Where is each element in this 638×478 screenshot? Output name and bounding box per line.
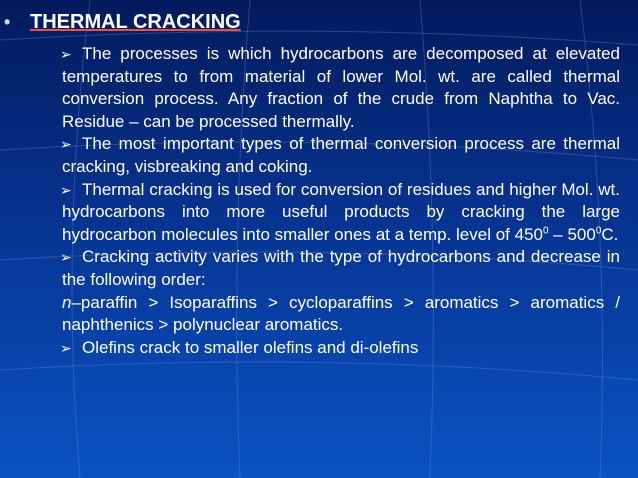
order-line [62, 292, 620, 337]
slide-title: THERMAL CRACKING [30, 11, 241, 33]
arrowhead-bullet-icon: ➢ [60, 339, 72, 356]
degree-superscript: 0 [542, 225, 549, 237]
paragraph-5-text: Olefins crack to smaller olefins and di-olefins [82, 337, 419, 357]
bullet-paragraph-2 [62, 133, 620, 178]
paragraph-3-text: Thermal cracking is used for conversion of residues and higher Mol. wt. hydrocarbons into more useful products by cracking the large hydrocarbon molecules into smaller ones at a temp. level of 450 [62, 179, 620, 244]
arrowhead-bullet-icon: ➢ [60, 136, 72, 153]
paragraph-4-text: Cracking activity varies with the type of hydrocarbons and decrease in the following order: [62, 247, 620, 289]
paragraph-1-text: The processes is which hydrocarbons are decomposed at elevated temperatures to from material of lower Mol. wt. are called thermal conversion process. Any fraction of the crude from Naphtha to Vac. Residue – can be processed thermally. [62, 44, 620, 131]
bullet-dot-icon: • [4, 12, 11, 32]
bullet-paragraph-4 [62, 246, 620, 291]
bullet-paragraph-3 [62, 179, 620, 247]
slide-body [62, 43, 620, 359]
arrowhead-bullet-icon: ➢ [60, 249, 72, 266]
order-line-text: –paraffin > Isoparaffins > cycloparaffins > aromatics > aromatics / naphthenics > polynuclear aromatics. [62, 292, 620, 335]
arrowhead-bullet-icon: ➢ [60, 181, 72, 198]
paragraph-2-text: The most important types of thermal conversion process are thermal cracking, visbreaking and coking. [62, 134, 620, 176]
order-line-italic-prefix: n [62, 292, 72, 312]
degree-superscript: 0 [595, 225, 602, 237]
bullet-paragraph-5 [62, 337, 620, 360]
bullet-paragraph-1 [62, 43, 620, 133]
paragraph-3-end: C. [601, 224, 619, 244]
slide-title-row [4, 10, 241, 34]
paragraph-3-mid: – 500 [548, 224, 596, 244]
arrowhead-bullet-icon: ➢ [60, 46, 72, 62]
